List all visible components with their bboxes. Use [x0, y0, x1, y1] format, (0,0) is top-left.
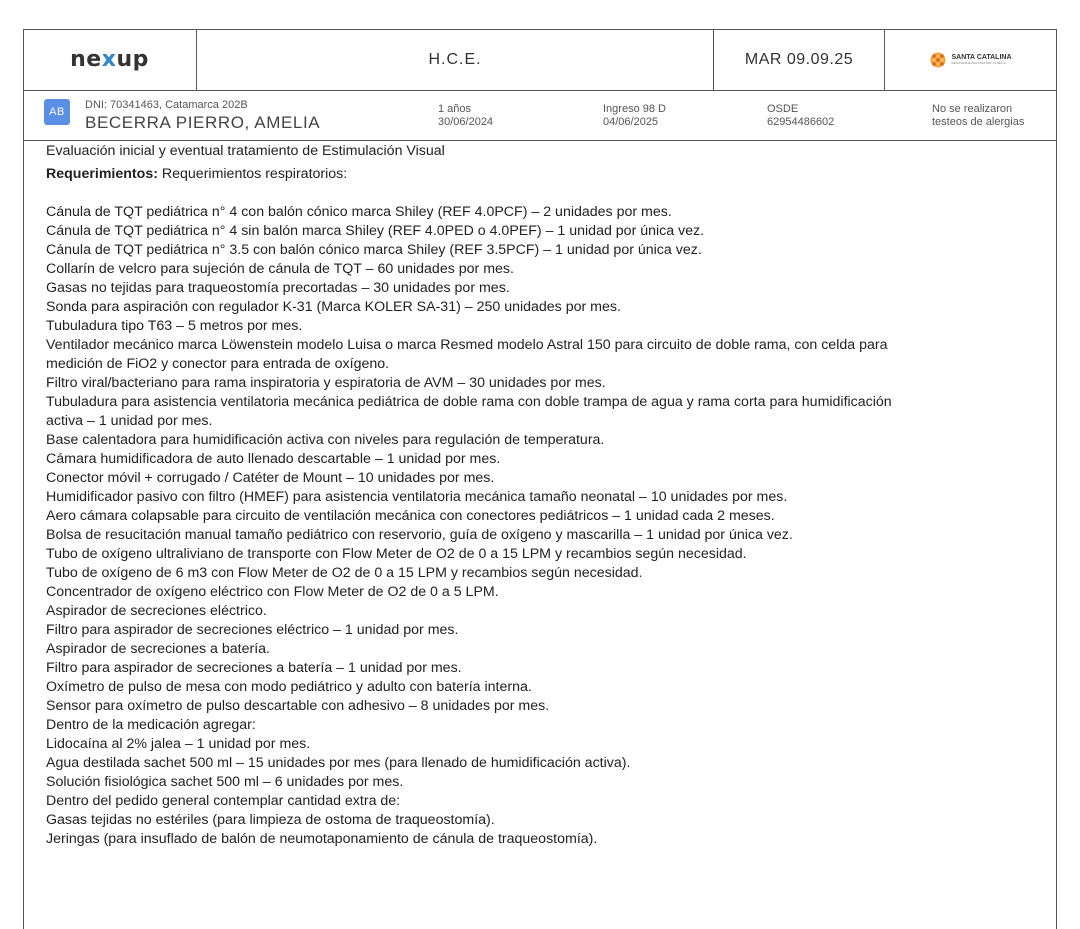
- patient-allergies: No se realizaron testeos de alergias: [932, 103, 1025, 128]
- requirement-line: activa – 1 unidad por mes.: [46, 413, 213, 429]
- requirement-line: Oxímetro de pulso de mesa con modo pediátrico y adulto con batería interna.: [46, 679, 532, 695]
- requirement-line: Cámara humidificadora de auto llenado descartable – 1 unidad por mes.: [46, 451, 501, 467]
- clinic-logo: [930, 52, 1011, 68]
- requirement-line: Tubo de oxígeno de 6 m3 con Flow Meter de O2 de 0 a 15 LPM y recambios según necesidad.: [46, 565, 643, 581]
- patient-insurance: OSDE 62954486602: [767, 103, 835, 128]
- requirement-line: Base calentadora para humidificación activa con niveles para regulación de temperatura.: [46, 432, 605, 448]
- requirement-line: Tubuladura para asistencia ventilatoria mecánica pediátrica de doble rama con doble trampa de agua y rama corta para humidificación: [46, 394, 892, 410]
- clinic-name: SANTA CATALINA: [951, 54, 1012, 61]
- patient-age: 1 años 30/06/2024: [438, 103, 494, 128]
- requirement-line: Sonda para aspiración con regulador K-31 (Marca KOLER SA-31) – 250 unidades por mes.: [46, 299, 621, 315]
- logo-cell: [23, 29, 197, 90]
- requirement-line: Solución fisiológica sachet 500 ml – 6 unidades por mes.: [46, 774, 404, 790]
- requirement-line: Ventilador mecánico marca Löwenstein modelo Luisa o marca Resmed modelo Astral 150 para circuito de doble rama, con celda para: [46, 337, 888, 353]
- requirement-line: Cánula de TQT pediátrica n° 4 con balón cónico marca Shiley (REF 4.0PCF) – 2 unidades por mes.: [46, 204, 672, 220]
- patient-row: [23, 91, 1057, 140]
- intro-line: Evaluación inicial y eventual tratamiento de Estimulación Visual: [46, 143, 445, 159]
- requirement-line: Aspirador de secreciones a batería.: [46, 641, 270, 657]
- patient-dni: DNI: 70341463, Catamarca 202B: [85, 99, 248, 111]
- requirement-line: Aspirador de secreciones eléctrico.: [46, 603, 267, 619]
- title-cell: [197, 29, 714, 90]
- document-title: H.C.E.: [428, 50, 482, 68]
- requirement-line: Jeringas (para insuflado de balón de neumotaponamiento de cánula de traqueostomía).: [46, 831, 598, 847]
- requirement-line: Filtro para aspirador de secreciones a batería – 1 unidad por mes.: [46, 660, 462, 676]
- requirement-line: Dentro del pedido general contemplar cantidad extra de:: [46, 793, 401, 809]
- requirements-text: Requerimientos respiratorios:: [157, 166, 348, 182]
- clinic-cell: [885, 29, 1057, 90]
- clinic-emblem-icon: [930, 52, 946, 68]
- requirement-line: Gasas no tejidas para traqueostomía precortadas – 30 unidades por mes.: [46, 280, 510, 296]
- requirement-line: Dentro de la medicación agregar:: [46, 717, 256, 733]
- requirement-line: Filtro para aspirador de secreciones eléctrico – 1 unidad por mes.: [46, 622, 459, 638]
- requirement-line: Conector móvil + corrugado / Catéter de Mount – 10 unidades por mes.: [46, 470, 495, 486]
- patient-avatar: AB: [44, 99, 70, 125]
- requirement-line: Cánula de TQT pediátrica n° 3.5 con balón cónico marca Shiley (REF 3.5PCF) – 1 unidad por única vez.: [46, 242, 702, 258]
- requirement-line: Concentrador de oxígeno eléctrico con Flow Meter de O2 de 0 a 5 LPM.: [46, 584, 499, 600]
- document-date: MAR 09.09.25: [744, 50, 854, 68]
- evolution-text: [46, 142, 1046, 849]
- requirement-line: Humidificador pasivo con filtro (HMEF) para asistencia ventilatoria mecánica tamaño neonatal – 10 unidades por mes.: [46, 489, 788, 505]
- patient-name: BECERRA PIERRO, AMELIA: [85, 113, 321, 132]
- requirement-line: medición de FiO2 y conector para entrada de oxígeno.: [46, 356, 390, 372]
- requirement-line: Agua destilada sachet 500 ml – 15 unidades por mes (para llenado de humidificación activa).: [46, 755, 631, 771]
- requirement-line: Collarín de velcro para sujeción de cánula de TQT – 60 unidades por mes.: [46, 261, 514, 277]
- patient-admission: Ingreso 98 D 04/06/2025: [603, 103, 666, 128]
- requirements-list: [46, 203, 1046, 849]
- requirement-line: Cánula de TQT pediátrica n° 4 sin balón marca Shiley (REF 4.0PED o 4.0PEF) – 1 unidad por única vez.: [46, 223, 705, 239]
- header-row: [23, 29, 1057, 90]
- requirement-line: Aero cámara colapsable para circuito de ventilación mecánica con conectores pediátricos – 1 unidad cada 2 meses.: [46, 508, 775, 524]
- requirement-line: Filtro viral/bacteriano para rama inspiratoria y espiratoria de AVM – 30 unidades por mes.: [46, 375, 606, 391]
- clinic-subtitle: NEUROREHABILITACIÓN CLÍNICA: [951, 61, 1007, 65]
- patient-divider: [23, 140, 1057, 141]
- requirement-line: Bolsa de resucitación manual tamaño pediátrico con reservorio, guía de oxígeno y mascarilla – 1 unidad por única vez.: [46, 527, 793, 543]
- requirement-line: Gasas tejidas no estériles (para limpieza de ostoma de traqueostomía).: [46, 812, 495, 828]
- requirements-line: [46, 165, 1046, 184]
- requirement-line: Tubuladura tipo T63 – 5 metros por mes.: [46, 318, 303, 334]
- date-cell: [714, 29, 885, 90]
- nexup-logo: nexup: [70, 47, 149, 72]
- requirement-line: Lidocaína al 2% jalea – 1 unidad por mes.: [46, 736, 311, 752]
- requirement-line: Tubo de oxígeno ultraliviano de transporte con Flow Meter de O2 de 0 a 15 LPM y recambios según necesidad.: [46, 546, 747, 562]
- requirements-label: Requerimientos:: [46, 166, 158, 182]
- requirement-line: Sensor para oxímetro de pulso descartable con adhesivo – 8 unidades por mes.: [46, 698, 550, 714]
